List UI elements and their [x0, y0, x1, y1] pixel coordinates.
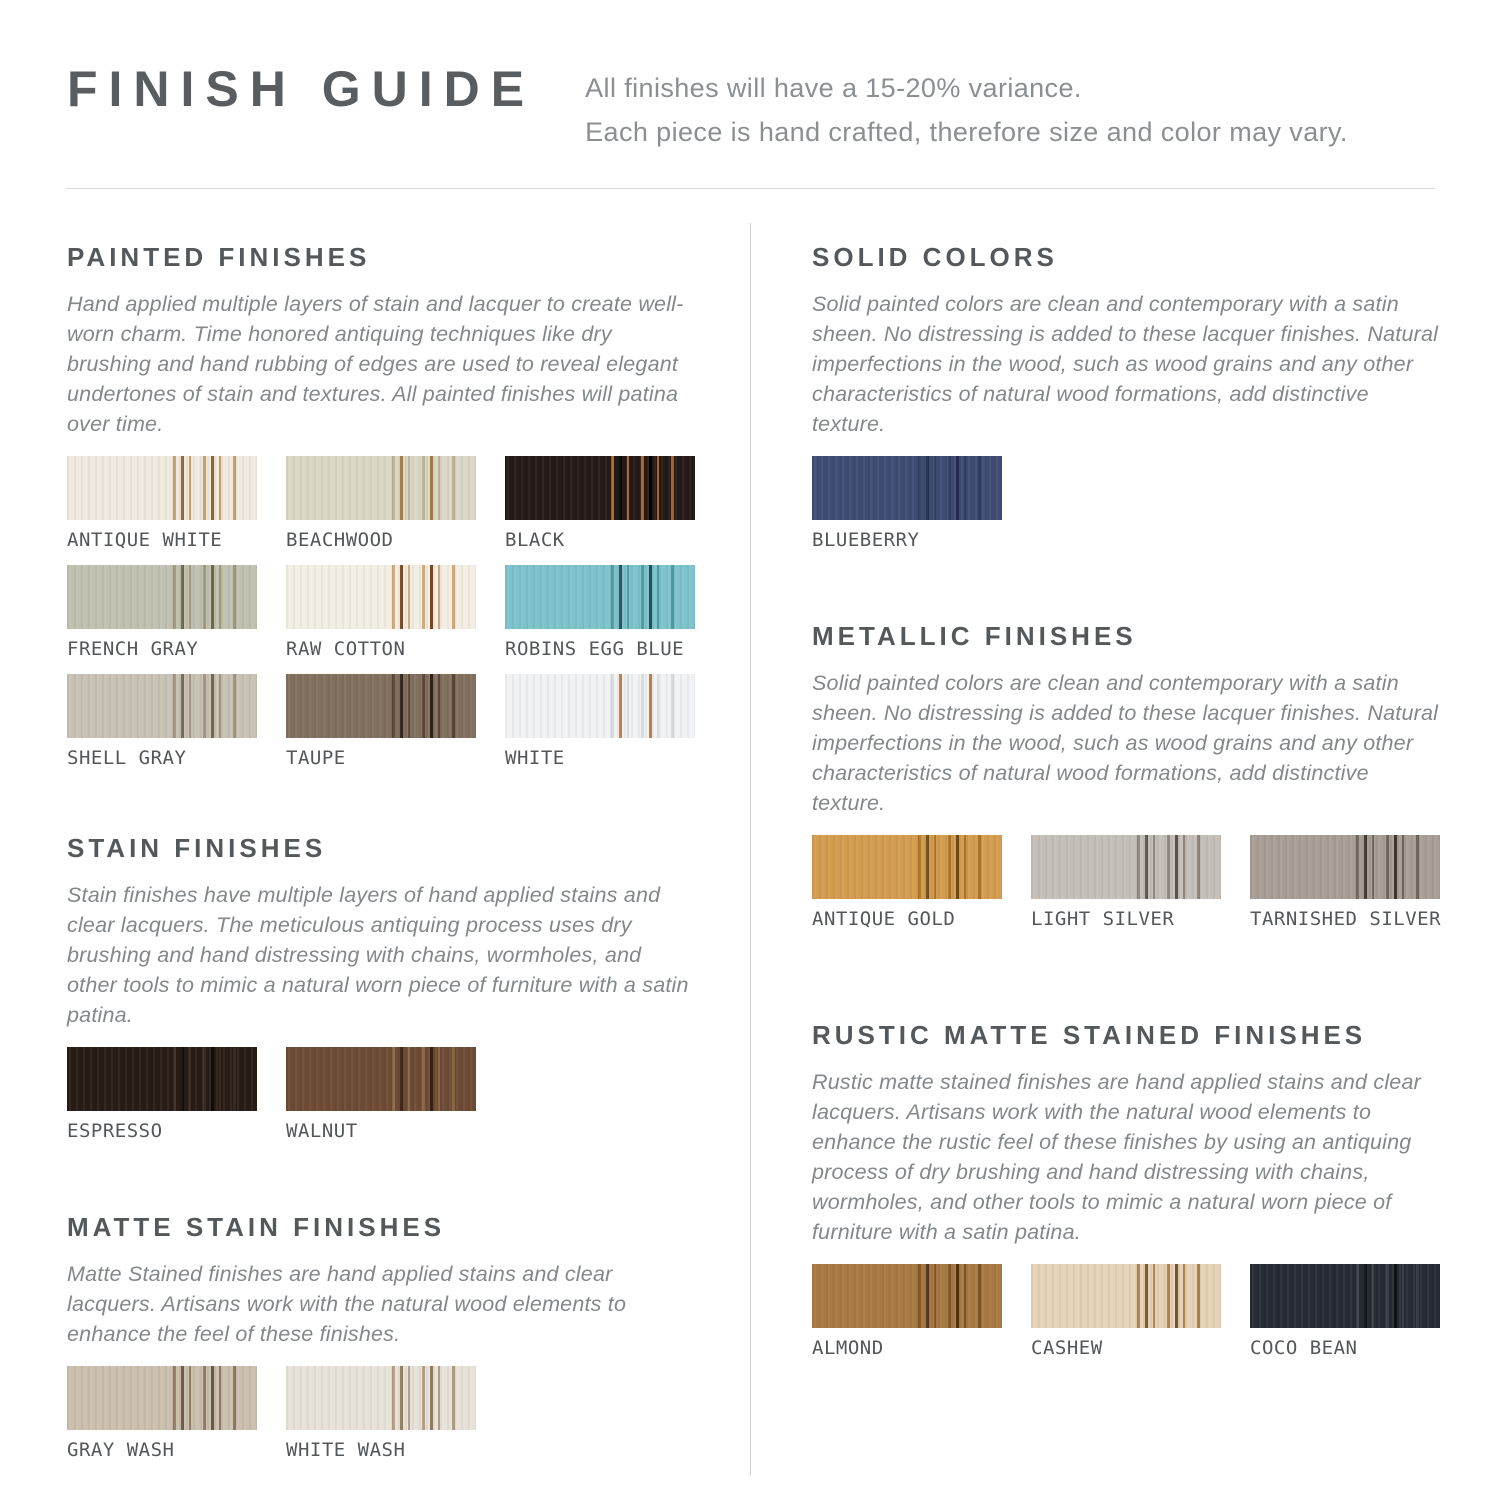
- stain-swatch-grid: [67, 1047, 697, 1156]
- section-heading: STAIN FINISHES: [67, 833, 327, 863]
- subtitle-line-2: Each piece is hand crafted, therefore size and color may vary.: [585, 117, 1348, 147]
- finish-chip: [1031, 1264, 1221, 1328]
- section-heading: MATTE STAIN FINISHES: [67, 1212, 446, 1242]
- finish-swatch-white-wash: [286, 1366, 476, 1461]
- finish-swatch-french-gray: [67, 565, 257, 660]
- header-subtitle: [585, 66, 1348, 154]
- section-metallic-finishes: [812, 621, 1442, 944]
- finish-chip: [67, 456, 257, 520]
- finish-label: ALMOND: [812, 1337, 884, 1359]
- finish-chip: [286, 456, 476, 520]
- finish-label: WHITE WASH: [286, 1439, 406, 1461]
- finish-label: WHITE: [505, 747, 565, 769]
- header: [0, 0, 1500, 154]
- section-heading: METALLIC FINISHES: [812, 621, 1137, 651]
- finish-swatch-coco-bean: [1250, 1264, 1440, 1359]
- finish-label: ANTIQUE GOLD: [812, 908, 956, 930]
- section-description: Solid painted colors are clean and contemporary with a satin sheen. No distressing is added to these lacquer finishes. Natural imperfections in the wood, such as wood grains and any other characteristics of natural wood formations, add distinctive texture.: [812, 671, 1439, 815]
- section-matte-stain-finishes: [67, 1212, 697, 1475]
- section-heading: RUSTIC MATTE STAINED FINISHES: [812, 1020, 1367, 1050]
- finish-chip: [286, 565, 476, 629]
- finish-swatch-cashew: [1031, 1264, 1221, 1359]
- finish-swatch-blueberry: [812, 456, 1002, 551]
- solid-swatch-grid: [812, 456, 1442, 565]
- section-solid-colors: [812, 242, 1442, 565]
- finish-label: TAUPE: [286, 747, 346, 769]
- finish-label: ESPRESSO: [67, 1120, 163, 1142]
- finish-chip: [505, 674, 695, 738]
- section-rustic-matte-stained-finishes: [812, 1020, 1442, 1373]
- column-divider: [750, 223, 751, 1475]
- finish-label: TARNISHED SILVER: [1250, 908, 1442, 930]
- section-description: Solid painted colors are clean and contemporary with a satin sheen. No distressing is added to these lacquer finishes. Natural imperfections in the wood, such as wood grains and any other characteristics of natural wood formations, add distinctive texture.: [812, 292, 1439, 436]
- rustic-swatch-grid: [812, 1264, 1442, 1373]
- finish-swatch-espresso: [67, 1047, 257, 1142]
- finish-swatch-antique-gold: [812, 835, 1002, 930]
- finish-label: CASHEW: [1031, 1337, 1103, 1359]
- finish-label: BEACHWOOD: [286, 529, 394, 551]
- finish-label: GRAY WASH: [67, 1439, 175, 1461]
- finish-chip: [286, 1047, 476, 1111]
- section-description: Matte Stained finishes are hand applied stains and clear lacquers. Artisans work with the natural wood elements to enhance the feel of these finishes.: [67, 1262, 627, 1346]
- finish-chip: [812, 1264, 1002, 1328]
- finish-chip: [67, 1366, 257, 1430]
- finish-chip: [67, 674, 257, 738]
- section-description: Hand applied multiple layers of stain and lacquer to create well-worn charm. Time honored antiquing techniques like dry brushing and hand rubbing of edges are used to reveal elegant undertones of stain and textures. All painted finishes will patina over time.: [67, 292, 684, 436]
- finish-swatch-shell-gray: [67, 674, 257, 769]
- finish-label: COCO BEAN: [1250, 1337, 1358, 1359]
- finish-chip: [286, 674, 476, 738]
- finish-swatch-walnut: [286, 1047, 476, 1142]
- section-heading: PAINTED FINISHES: [67, 242, 371, 272]
- section-description: Stain finishes have multiple layers of hand applied stains and clear lacquers. The meticulous antiquing process uses dry brushing and hand distressing with chains, wormholes, and other tools to mimic a natural worn piece of furniture with a satin patina.: [67, 883, 689, 1027]
- finish-label: RAW COTTON: [286, 638, 406, 660]
- finish-chip: [67, 1047, 257, 1111]
- section-painted-finishes: [67, 242, 697, 783]
- subtitle-line-1: All finishes will have a 15-20% variance.: [585, 73, 1082, 103]
- finish-swatch-black: [505, 456, 695, 551]
- finish-label: FRENCH GRAY: [67, 638, 199, 660]
- finish-chip: [1031, 835, 1221, 899]
- finish-chip: [812, 456, 1002, 520]
- finish-chip: [1250, 835, 1440, 899]
- finish-swatch-beachwood: [286, 456, 476, 551]
- finish-swatch-raw-cotton: [286, 565, 476, 660]
- finish-label: BLUEBERRY: [812, 529, 920, 551]
- page-title: FINISH GUIDE: [67, 61, 536, 117]
- finish-swatch-taupe: [286, 674, 476, 769]
- finish-chip: [812, 835, 1002, 899]
- finish-swatch-tarnished-silver: [1250, 835, 1440, 930]
- finish-swatch-white: [505, 674, 695, 769]
- finish-label: ANTIQUE WHITE: [67, 529, 223, 551]
- finish-label: SHELL GRAY: [67, 747, 187, 769]
- finish-chip: [286, 1366, 476, 1430]
- content-columns: [0, 223, 1500, 1475]
- finish-chip: [505, 456, 695, 520]
- right-column: [812, 223, 1442, 1475]
- finish-label: WALNUT: [286, 1120, 358, 1142]
- finish-swatch-robins-egg-blue: [505, 565, 695, 660]
- finish-swatch-antique-white: [67, 456, 257, 551]
- finish-label: LIGHT SILVER: [1031, 908, 1175, 930]
- finish-swatch-gray-wash: [67, 1366, 257, 1461]
- header-divider: [66, 188, 1435, 189]
- left-column: [67, 223, 697, 1475]
- finish-label: ROBINS EGG BLUE: [505, 638, 685, 660]
- finish-swatch-light-silver: [1031, 835, 1221, 930]
- matte-stain-swatch-grid: [67, 1366, 697, 1475]
- metallic-swatch-grid: [812, 835, 1442, 944]
- finish-swatch-almond: [812, 1264, 1002, 1359]
- finish-chip: [1250, 1264, 1440, 1328]
- finish-chip: [505, 565, 695, 629]
- finish-chip: [67, 565, 257, 629]
- painted-swatch-grid: [67, 456, 697, 783]
- section-heading: SOLID COLORS: [812, 242, 1058, 272]
- section-description: Rustic matte stained finishes are hand applied stains and clear lacquers. Artisans work with the natural wood elements to enhance the rustic feel of these finishes by using an antiquing process of dry brushing and hand distressing with chains, wormholes, and other tools to mimic a natural worn piece of furniture with a satin patina.: [812, 1070, 1421, 1244]
- section-stain-finishes: [67, 833, 697, 1156]
- finish-label: BLACK: [505, 529, 565, 551]
